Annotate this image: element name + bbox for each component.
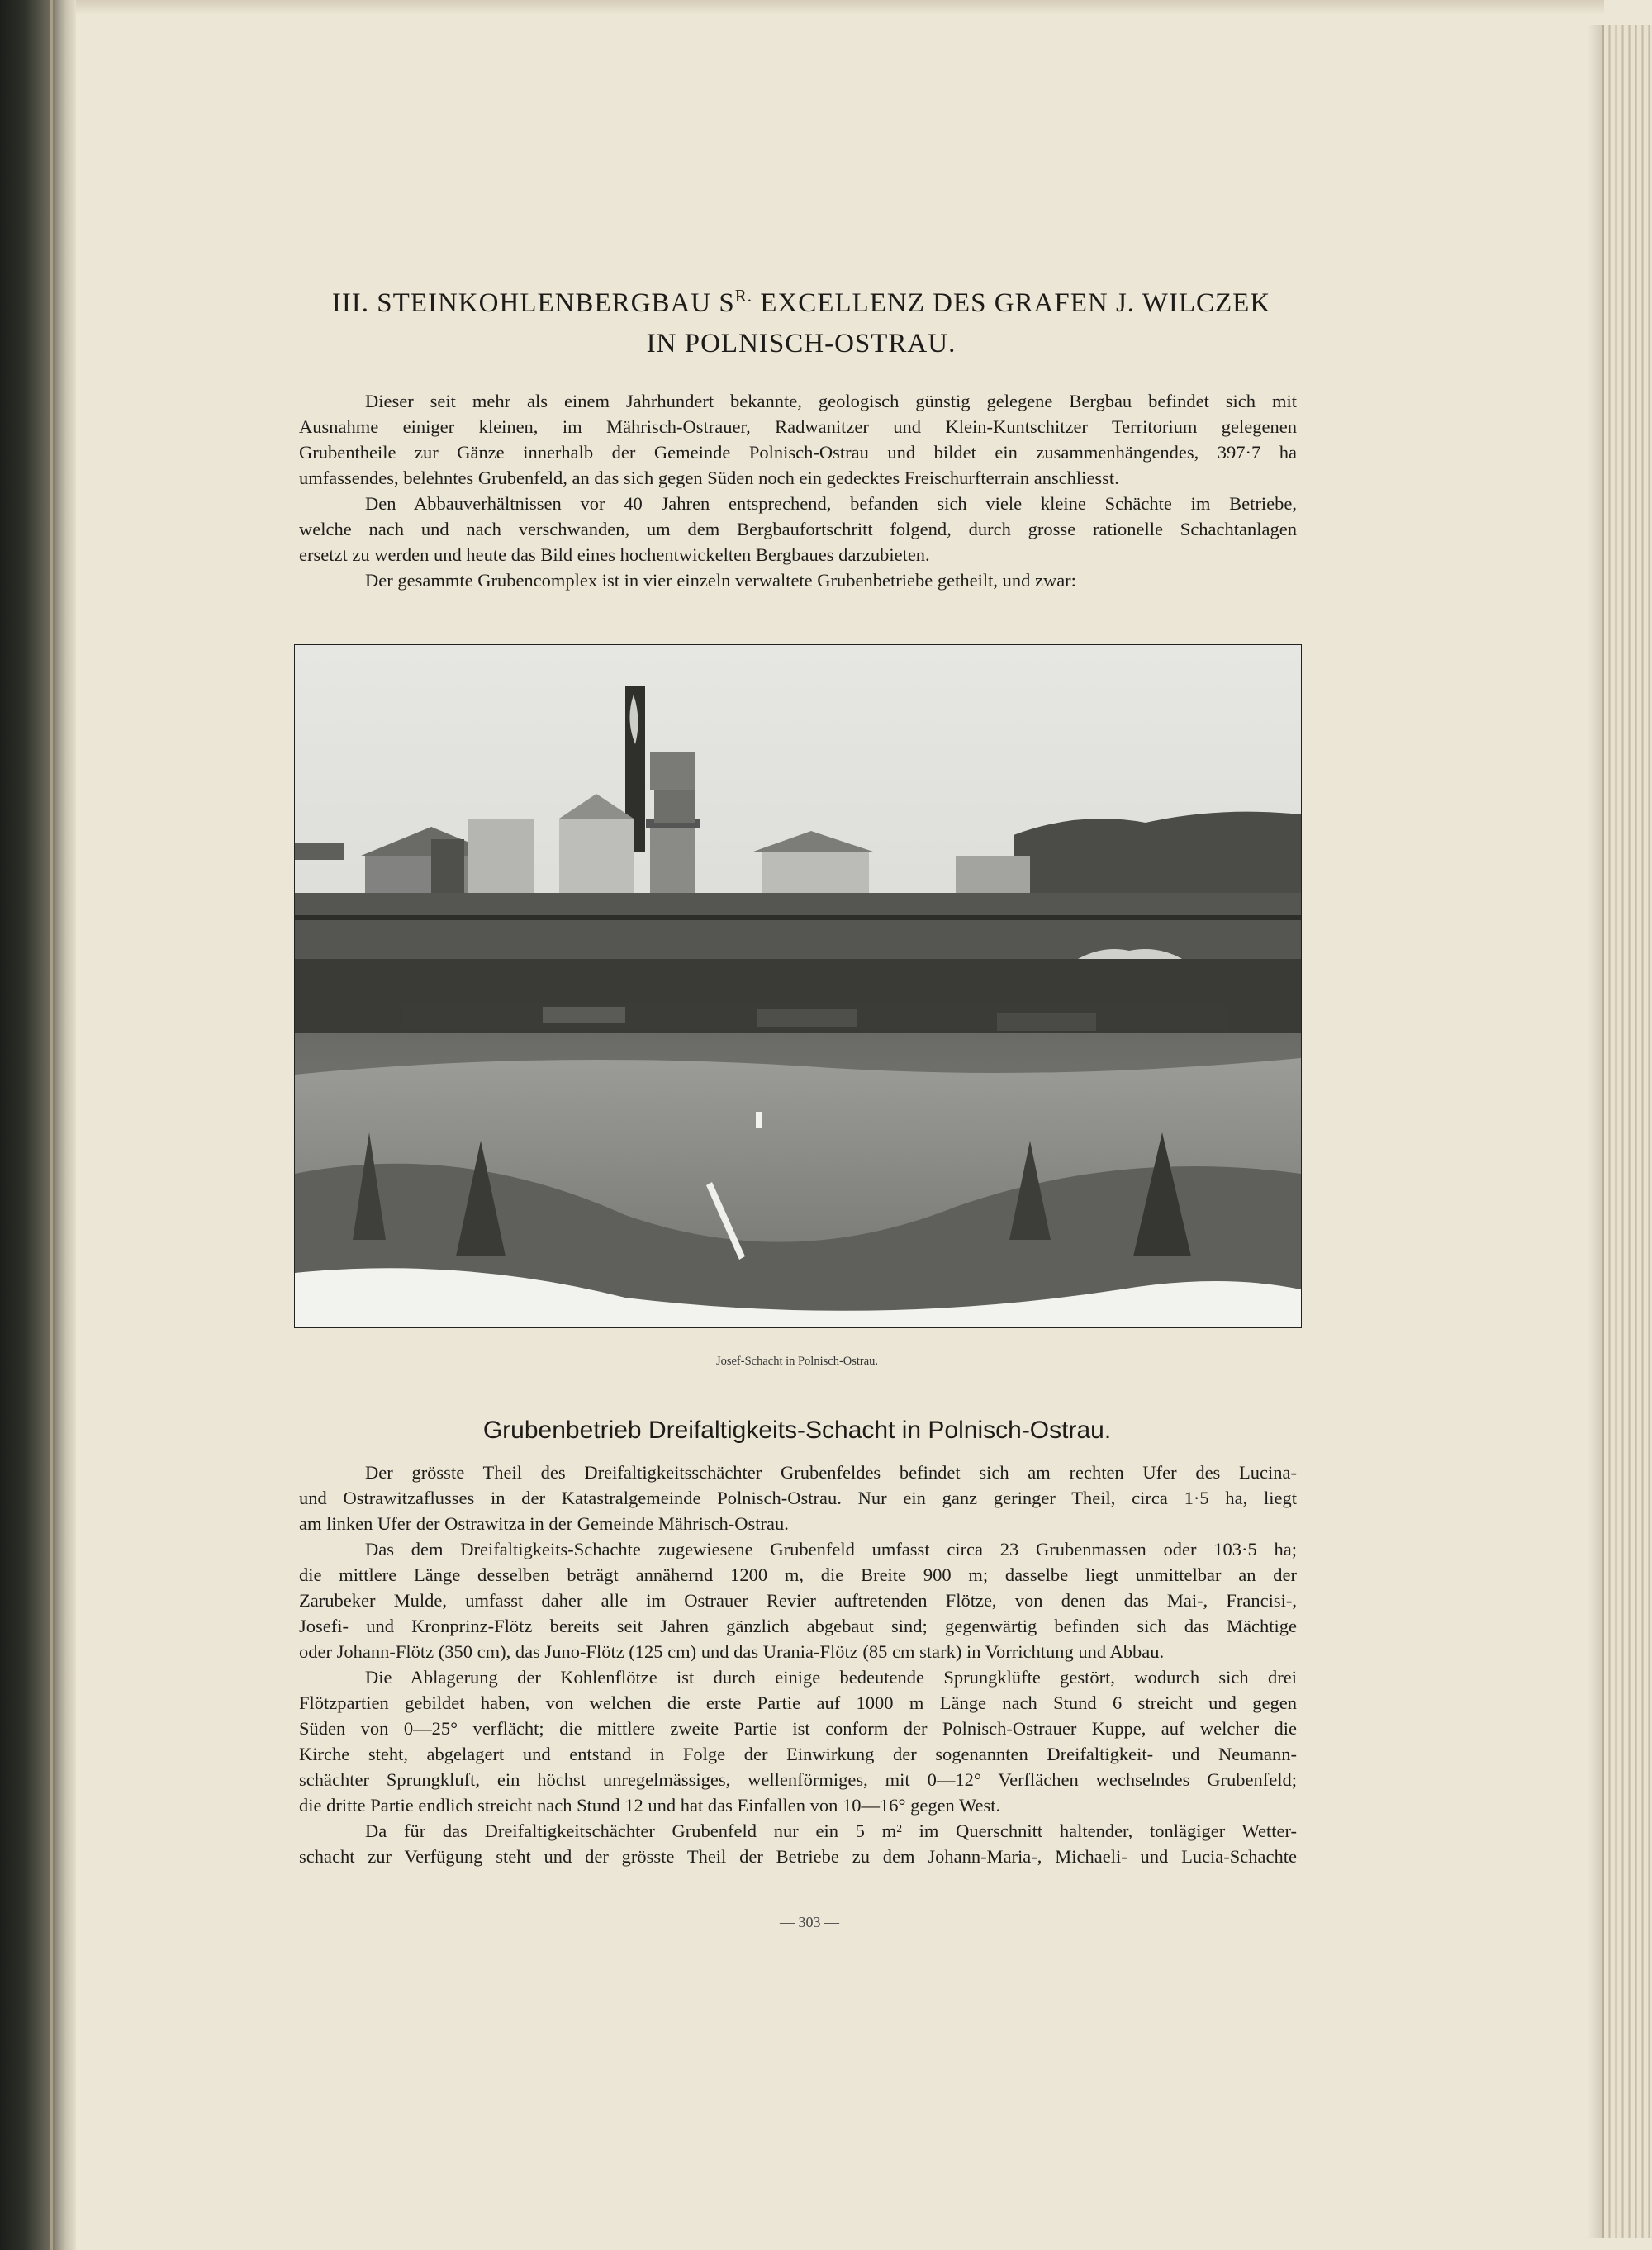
page-edge-shade: [1588, 25, 1604, 2238]
text-line: und Ostrawitzaflusses in der Katastralgemeinde Polnisch-Ostrau. Nur ein ganz geringer Theil, circa 1·5 ha, liegt: [299, 1488, 1297, 1508]
text-line: die mittlere Länge desselben beträgt annähernd 1200 m, die Breite 900 m; dasselbe liegt unmittelbar an der: [299, 1564, 1297, 1585]
text-line: Zarubeker Mulde, umfasst daher alle im Ostrauer Revier auftretenden Flötze, von denen das Mai-, Francisi-,: [299, 1590, 1297, 1611]
section-heading: Grubenbetrieb Dreifaltigkeits-Schacht in Polnisch-Ostrau.: [482, 1417, 1112, 1444]
text-line: Die Ablagerung der Kohlenflötze ist durch einige bedeutende Sprungklüfte gestört, wodurch sich drei: [365, 1667, 1297, 1688]
chapter-title-line-2: IN POLNISCH-OSTRAU.: [646, 329, 957, 358]
intro-paragraphs: [299, 388, 1297, 593]
book-gutter: [0, 0, 76, 2250]
page-top-shadow: [76, 0, 1604, 15]
text-line: die dritte Partie endlich streicht nach Stund 12 und hat das Einfallen von 10—16° gegen West.: [299, 1795, 1001, 1816]
chapter-title-line-1: III. STEINKOHLENBERGBAU $S^{R.}$ EXCELLENZ DES GRAFEN J. WILCZEK: [331, 286, 1271, 318]
photo-caption: Josef-Schacht in Polnisch-Ostrau.: [715, 1355, 879, 1368]
text-line: ersetzt zu werden und heute das Bild eines hochentwickelten Bergbaues darzubieten.: [299, 544, 930, 565]
text-line: Ausnahme einiger kleinen, im Mährisch-Ostrauer, Radwanitzer und Klein-Kuntschitzer Territorium gelegenen: [299, 416, 1297, 437]
text-line: am linken Ufer der Ostrawitza in der Gemeinde Mährisch-Ostrau.: [299, 1513, 789, 1534]
text-line: schächter Sprungkluft, ein höchst unregelmässiges, wellenförmiges, mit 0—12° Verflächen wechselndes Grubenfeld;: [299, 1769, 1297, 1790]
text-line: Josefi- und Kronprinz-Flötz bereits seit Jahren gänzlich abgebaut sind; gegenwärtig befinden sich das Mächtige: [299, 1616, 1297, 1636]
section-paragraphs: [299, 1460, 1297, 1869]
text-line: Süden von 0—25° verflächt; die mittlere zweite Partie ist conform der Polnisch-Ostrauer Kuppe, auf welcher die: [299, 1718, 1297, 1739]
text-line: Grubentheile zur Gänze innerhalb der Gemeinde Polnisch-Ostrau und bildet ein zusammenhängendes, 397·7 ha: [299, 442, 1297, 463]
text-line: oder Johann-Flötz (350 cm), das Juno-Flötz (125 cm) und das Urania-Flötz (85 cm stark) in Vorrichtung und Abbau.: [299, 1641, 1165, 1662]
text-line: Den Abbauverhältnissen vor 40 Jahren entsprechend, befanden sich viele kleine Schächte im Betriebe,: [365, 493, 1297, 514]
text-line: Flötzpartien gebildet haben, von welchen die erste Partie auf 1000 m Länge nach Stund 6 streicht und gegen: [299, 1692, 1297, 1713]
text-line: Da für das Dreifaltigkeitschächter Grubenfeld nur ein 5 m² im Querschnitt haltender, tonlägiger Wetter-: [365, 1820, 1297, 1841]
text-line: Das dem Dreifaltigkeits-Schachte zugewiesene Grubenfeld umfasst circa 23 Grubenmassen oder 103·5 ha;: [365, 1539, 1297, 1559]
page-number: — 303 —: [780, 1914, 839, 1930]
josef-schacht-photograph: [294, 644, 1302, 1328]
text-line: Kirche steht, abgelagert und entstand in Folge der Einwirkung der sogenannten Dreifaltigkeit- und Neumann-: [299, 1744, 1297, 1764]
text-line: Der gesammte Grubencomplex ist in vier einzeln verwaltete Grubenbetriebe getheilt, und zwar:: [365, 570, 1076, 591]
text-line: Der grösste Theil des Dreifaltigkeitsschächter Grubenfeldes befindet sich am rechten Ufer des Lucina-: [365, 1462, 1297, 1483]
text-line: umfassendes, belehntes Grubenfeld, an das sich gegen Süden noch ein gedecktes Freischurfterrain anschliesst.: [299, 468, 1119, 488]
page-stack-edge: [1602, 25, 1652, 2238]
text-line: welche nach und nach verschwanden, um dem Bergbaufortschritt folgend, durch grosse rationelle Schachtanlagen: [299, 519, 1297, 539]
text-line: schacht zur Verfügung steht und der grösste Theil der Betriebe zu dem Johann-Maria-, Michaeli- und Lucia-Schachte: [299, 1846, 1297, 1867]
text-line: Dieser seit mehr als einem Jahrhundert bekannte, geologisch günstig gelegene Bergbau befindet sich mit: [365, 391, 1297, 411]
